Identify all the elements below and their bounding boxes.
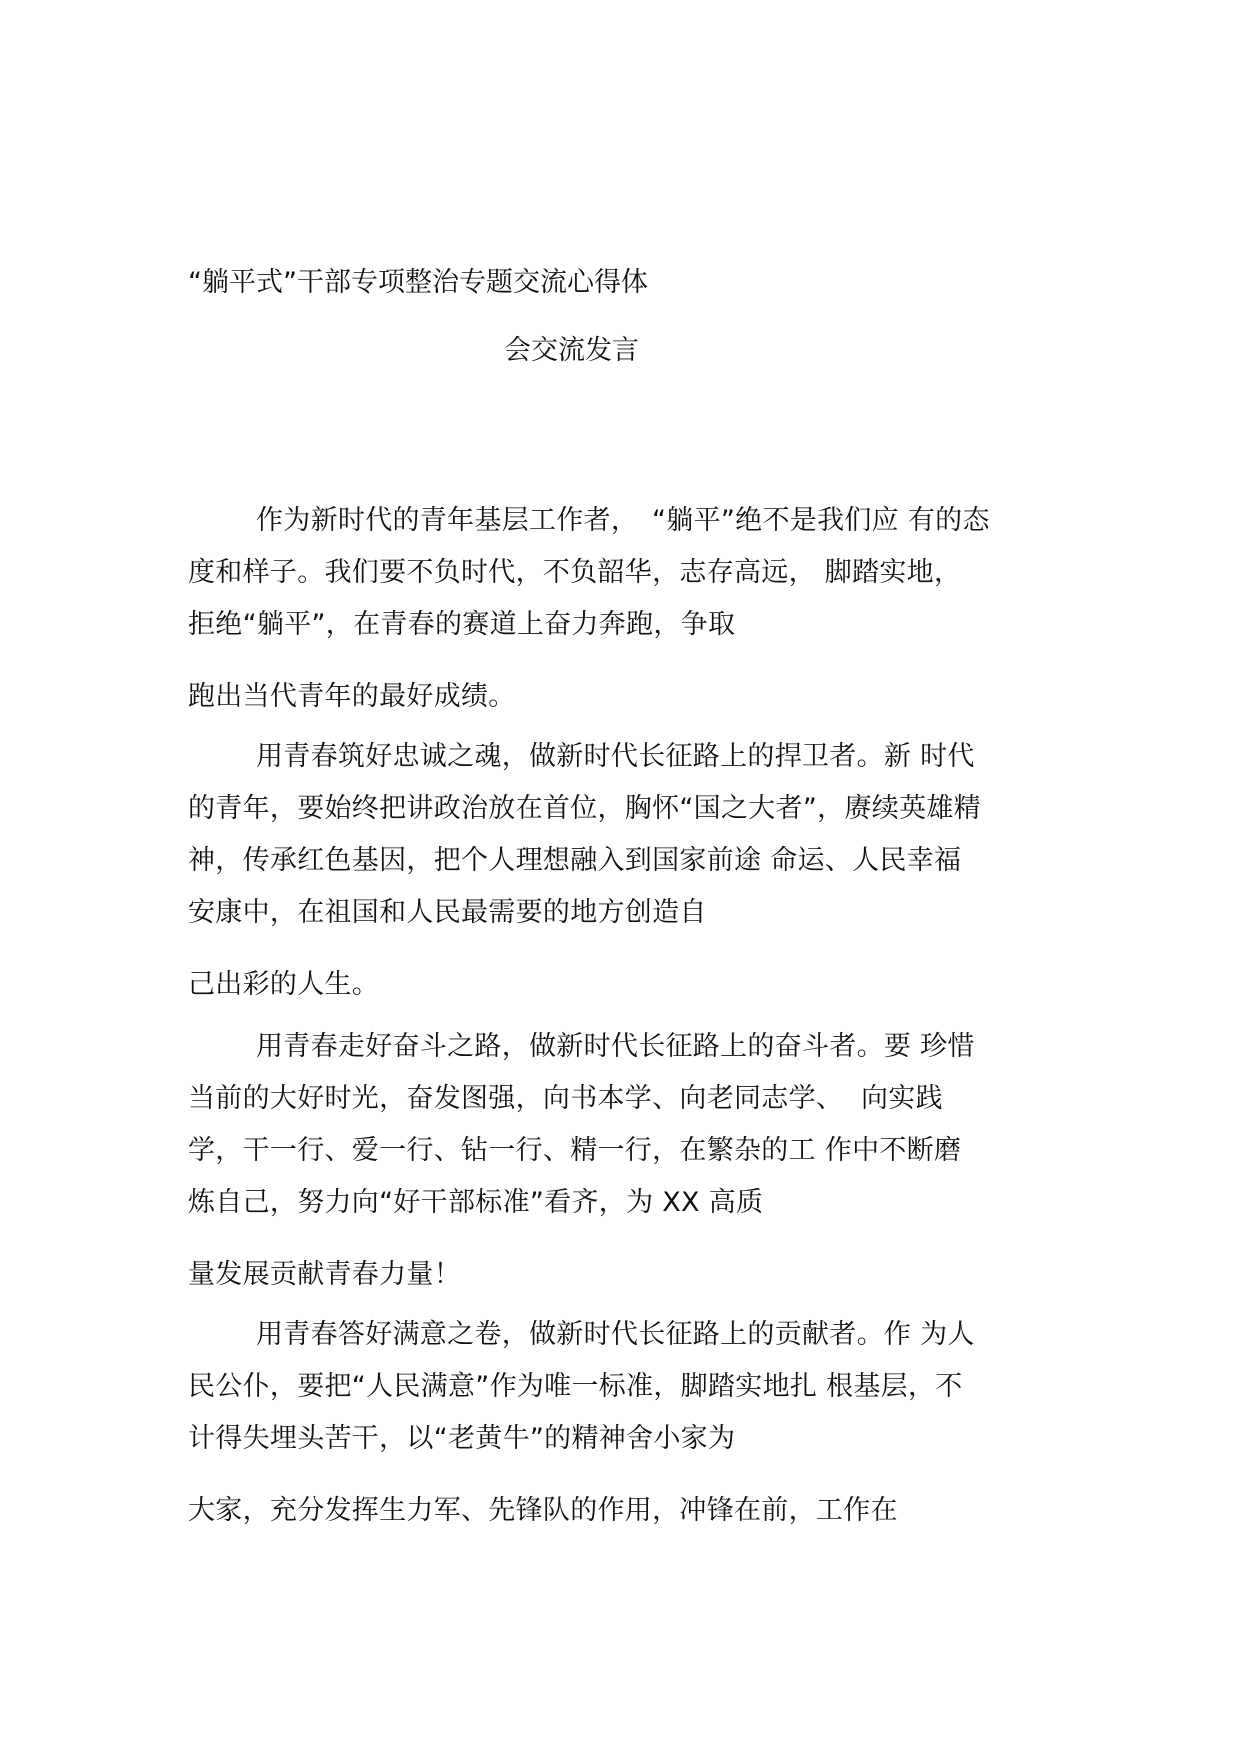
paragraph-line: 计得失埋头苦干，以“老黄牛”的精神舍小家为 — [188, 1423, 736, 1454]
document-title-line-1: “躺平式”干部专项整治专题交流心得体 — [188, 267, 648, 298]
paragraph-line: 当前的大好时光，奋发图强，向书本学、向老同志学、 向实践 — [188, 1083, 943, 1114]
paragraph-line: 的青年，要始终把讲政治放在首位，胸怀“国之大者”，赓续英雄精 — [188, 793, 981, 824]
paragraph-line: 安康中，在祖国和人民最需要的地方创造自 — [188, 897, 707, 928]
paragraph-line: 拒绝“躺平”，在青春的赛道上奋力奔跑，争取 — [188, 609, 736, 640]
paragraph-line: 用青春答好满意之卷，做新时代长征路上的贡献者。作 为人 — [256, 1319, 975, 1350]
paragraph-line: 民公仆，要把“人民满意”作为唯一标准，脚踏实地扎 根基层，不 — [188, 1371, 963, 1402]
paragraph-line: 跑出当代青年的最好成绩。 — [188, 681, 516, 712]
paragraph-line: 用青春筑好忠诚之魂，做新时代长征路上的捍卫者。新 时代 — [256, 741, 975, 772]
paragraph-line: 用青春走好奋斗之路，做新时代长征路上的奋斗者。要 珍惜 — [256, 1031, 975, 1062]
document-title-line-2: 会交流发言 — [504, 335, 639, 366]
paragraph-line: 作为新时代的青年基层工作者， “躺平”绝不是我们应 有的态 — [256, 505, 990, 536]
paragraph-line: 炼自己，努力向“好干部标准”看齐，为 XX 高质 — [188, 1187, 764, 1218]
paragraph-line: 量发展贡献青春力量！ — [188, 1259, 461, 1290]
paragraph-line: 神，传承红色基因，把个人理想融入到国家前途 命运、人民幸福 — [188, 845, 962, 876]
paragraph-line: 大家，充分发挥生力军、先锋队的作用，冲锋在前，工作在 — [188, 1495, 898, 1526]
paragraph-line: 度和样子。我们要不负时代，不负韶华，志存高远， 脚踏实地， — [188, 557, 962, 588]
paragraph-line: 学，干一行、爱一行、钻一行、精一行，在繁杂的工 作中不断磨 — [188, 1135, 962, 1166]
paragraph-line: 己出彩的人生。 — [188, 969, 380, 1000]
